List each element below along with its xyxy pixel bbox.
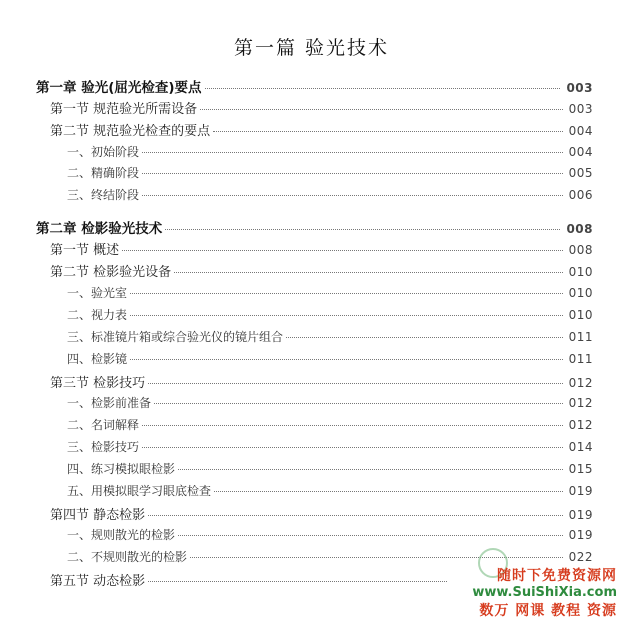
toc-page-number: 019 [568,484,593,498]
toc-page-number: 008 [566,222,593,236]
toc-item-row[interactable] [67,306,593,326]
dot-leader [142,173,563,174]
dot-leader [142,152,563,153]
toc-label: 第二节 检影验光设备 [50,265,172,280]
toc-page-number: 012 [568,376,593,390]
page-title: 第一篇 验光技术 [233,37,390,59]
dot-leader [148,515,562,516]
toc-item-row[interactable] [67,438,593,458]
toc-label: 四、检影镜 [67,352,128,366]
toc-label: 一、初始阶段 [67,145,140,159]
dot-leader [148,581,447,582]
dot-leader [130,359,563,360]
toc-label: 一、规则散光的检影 [67,528,176,542]
toc-label: 三、终结阶段 [67,188,140,202]
dot-leader [178,535,563,536]
dot-leader [142,425,563,426]
toc-page-number: 014 [568,440,593,454]
toc-label: 第二节 规范验光检查的要点 [50,124,211,139]
dot-leader [122,250,562,251]
toc-page-number: 005 [568,166,593,180]
toc-item-row[interactable] [67,164,593,184]
toc-label: 第三节 检影技巧 [50,376,146,391]
dot-leader [148,383,562,384]
toc-label: 三、标准镜片箱或综合验光仪的镜片组合 [67,330,284,344]
toc-page-number: 008 [568,243,593,257]
toc-page-number: 010 [568,286,593,300]
toc-label: 二、不规则散光的检影 [67,550,188,564]
toc-label: 第五节 动态检影 [50,574,146,589]
toc-item-row[interactable] [67,394,593,414]
toc-item-row[interactable] [67,143,593,163]
toc-page-number: 012 [568,418,593,432]
dot-leader [130,315,563,316]
toc-item-row[interactable] [67,186,593,206]
toc-item-row[interactable] [67,328,593,348]
toc-item-row[interactable] [67,416,593,436]
dot-leader [142,447,563,448]
toc-label: 第四节 静态检影 [50,508,146,523]
toc-page-number: 006 [568,188,593,202]
toc-item-row[interactable] [67,482,593,502]
toc-item-row[interactable] [67,284,593,304]
watermark-title: 随时下免费资源网 [497,568,617,584]
toc-label: 二、精确阶段 [67,166,140,180]
toc-label: 二、视力表 [67,308,128,322]
toc-page-number: 015 [568,462,593,476]
dot-leader [205,88,561,89]
toc-section-row[interactable] [50,261,593,281]
toc-label: 三、检影技巧 [67,440,140,454]
toc-label: 四、练习模拟眼检影 [67,462,176,476]
toc-section-row[interactable] [50,239,593,259]
watermark-url: www.SuiShiXia.com [472,585,617,600]
toc-page-number: 011 [568,352,593,366]
watermark-tagline: 数万 网课 教程 资源 [479,603,617,619]
dot-leader [165,229,560,230]
toc-page-number: 003 [568,102,593,116]
toc-page-number: 012 [568,396,593,410]
dot-leader [174,272,562,273]
dot-leader [142,195,563,196]
toc-section-row[interactable] [50,570,453,590]
toc-page-number: 010 [568,265,593,279]
toc-page-number: 022 [568,550,593,564]
toc-label: 第二章 检影验光技术 [36,221,163,237]
dot-leader [214,491,563,492]
toc-label: 第一章 验光(屈光检查)要点 [36,80,202,96]
toc-chapter-row[interactable] [36,76,593,96]
toc-page-number: 019 [568,508,593,522]
toc-page-number: 019 [568,528,593,542]
watermark [457,565,617,625]
toc-item-row[interactable] [67,460,593,480]
toc-label: 第一节 规范验光所需设备 [50,102,198,117]
toc-item-row[interactable] [67,526,593,546]
toc-label: 二、名词解释 [67,418,140,432]
dot-leader [286,337,563,338]
toc-page-number: 003 [566,81,593,95]
toc-page-number: 010 [568,308,593,322]
toc-section-row[interactable] [50,504,593,524]
toc-chapter-row[interactable] [36,217,593,237]
toc-label: 一、检影前准备 [67,396,152,410]
dot-leader [200,109,562,110]
toc-page-number: 011 [568,330,593,344]
toc-section-row[interactable] [50,98,593,118]
toc-label: 五、用模拟眼学习眼底检查 [67,484,212,498]
dot-leader [213,131,562,132]
dot-leader [130,293,563,294]
toc-section-row[interactable] [50,372,593,392]
toc-item-row[interactable] [67,350,593,370]
dot-leader [154,403,563,404]
toc-label: 第一节 概述 [50,243,120,258]
toc-section-row[interactable] [50,120,593,140]
toc-page-number: 004 [568,124,593,138]
dot-leader [178,469,563,470]
toc-page-number: 004 [568,145,593,159]
toc-label: 一、验光室 [67,286,128,300]
